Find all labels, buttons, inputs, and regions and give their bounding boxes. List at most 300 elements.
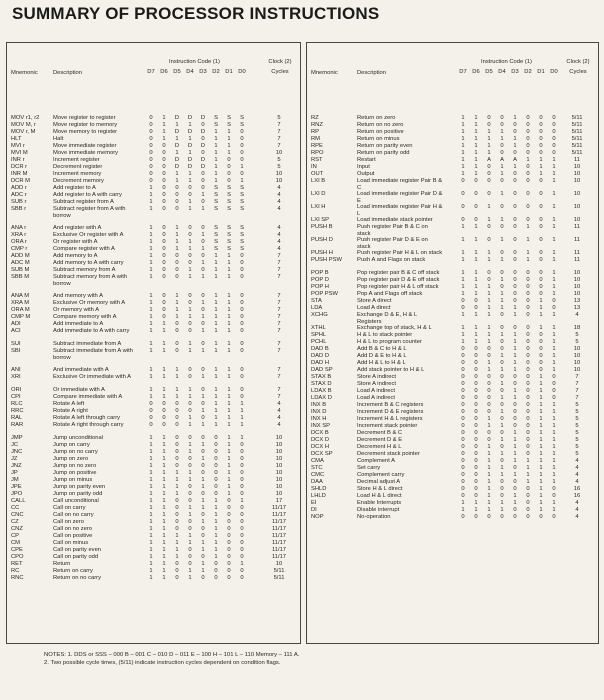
instruction-row — [307, 486, 598, 493]
code-bit: 1 — [461, 171, 465, 177]
code-bit: 1 — [526, 458, 530, 464]
code-bit: 0 — [227, 164, 231, 170]
code-bit: 0 — [201, 321, 205, 327]
description: Compare register with A — [53, 246, 115, 252]
code-bit: 1 — [175, 122, 179, 128]
instruction-row — [307, 416, 598, 423]
code-bit: 0 — [461, 388, 465, 394]
description: Add B & C to H & L — [357, 346, 407, 352]
description: Increment D & E registers — [357, 409, 424, 415]
code-bit: 1 — [227, 408, 231, 414]
code-bit: 1 — [539, 305, 543, 311]
code-bit: 0 — [526, 298, 530, 304]
code-bit: 0 — [526, 346, 530, 352]
code-bit: 1 — [500, 423, 504, 429]
code-bit: S — [227, 225, 231, 231]
code-bit: 0 — [461, 472, 465, 478]
code-bit: 1 — [175, 307, 179, 313]
instruction-row — [307, 409, 598, 416]
code-bit: 1 — [175, 171, 179, 177]
code-bit: 0 — [539, 277, 543, 283]
clock-cycles: 10 — [275, 463, 283, 469]
clock-cycles: 16 — [573, 486, 581, 492]
code-bit: D — [200, 115, 206, 121]
instruction-row — [307, 136, 598, 143]
clock-cycles: 4 — [575, 479, 579, 485]
code-bit: 1 — [149, 232, 153, 238]
clock-cycles: 7 — [575, 374, 579, 380]
code-bit: 0 — [487, 224, 491, 230]
clock-cycles: 10 — [573, 291, 581, 297]
code-bit: 0 — [513, 465, 517, 471]
code-bit: 0 — [513, 507, 517, 513]
code-bit: 0 — [552, 143, 556, 149]
code-bit: 0 — [240, 519, 244, 525]
description: No-operation — [357, 514, 391, 520]
description: Push register Pair D & E on stack — [357, 237, 428, 250]
code-bit: 1 — [539, 437, 543, 443]
code-bit: 1 — [474, 224, 478, 230]
code-bit: 0 — [175, 449, 179, 455]
code-bit: 1 — [487, 257, 491, 263]
code-bit: 0 — [162, 239, 166, 245]
clock-cycles: 11/17 — [271, 533, 287, 539]
code-bit: 0 — [487, 237, 491, 243]
instruction-row — [7, 401, 300, 408]
code-bit: 1 — [201, 442, 205, 448]
code-bit: 1 — [500, 507, 504, 513]
mnemonic: JMP — [11, 435, 23, 441]
code-bit: 1 — [461, 277, 465, 283]
code-bit: 1 — [214, 267, 218, 273]
code-bit: 1 — [461, 325, 465, 331]
code-bit: 0 — [162, 408, 166, 414]
clock-cycles: 10 — [573, 171, 581, 177]
mnemonic: RLC — [11, 401, 23, 407]
clock-cycles: 5/11 — [571, 122, 583, 128]
code-bit: 1 — [227, 491, 231, 497]
code-bit: 0 — [461, 416, 465, 422]
code-bit: 1 — [227, 136, 231, 142]
code-bit: 1 — [188, 178, 192, 184]
mnemonic: CPO — [11, 554, 24, 560]
mnemonic: LXI D — [311, 191, 326, 197]
code-bit: 0 — [539, 250, 543, 256]
instruction-row — [307, 458, 598, 465]
code-bit: 0 — [552, 395, 556, 401]
bit-header: D1 — [225, 69, 233, 75]
code-bit: 1 — [188, 122, 192, 128]
code-bit: 0 — [201, 415, 205, 421]
clock-cycles: 7 — [277, 267, 281, 273]
code-bit: 1 — [487, 360, 491, 366]
code-bit: 1 — [487, 143, 491, 149]
code-bit: 1 — [487, 486, 491, 492]
code-bit: 1 — [162, 367, 166, 373]
clock-cycles: 7 — [277, 300, 281, 306]
code-bit: 1 — [539, 430, 543, 436]
code-bit: 1 — [149, 547, 153, 553]
code-bit: 0 — [513, 129, 517, 135]
description: Move memory to register — [53, 129, 118, 135]
code-bit: 0 — [526, 507, 530, 513]
mnemonic: RPE — [311, 143, 323, 149]
code-bit: 0 — [162, 206, 166, 212]
mnemonic: ADD r — [11, 185, 27, 191]
code-bit: 0 — [487, 374, 491, 380]
code-bit: 1 — [149, 477, 153, 483]
description: Decrement register — [53, 164, 103, 170]
instruction-row — [307, 423, 598, 430]
instruction-row — [7, 341, 300, 348]
code-bit: 1 — [487, 217, 491, 223]
code-bit: S — [227, 115, 231, 121]
code-bit: 0 — [162, 314, 166, 320]
clock-cycles: 13 — [573, 298, 581, 304]
code-bit: 0 — [162, 157, 166, 163]
code-bit: 0 — [214, 568, 218, 574]
code-bit: 0 — [500, 178, 504, 184]
code-bit: 1 — [188, 449, 192, 455]
instruction-code-header: Instruction Code (1) — [169, 59, 220, 65]
code-bit: 1 — [214, 307, 218, 313]
code-bit: D — [174, 157, 180, 163]
code-bit: 1 — [227, 253, 231, 259]
code-bit: 1 — [162, 540, 166, 546]
description: Return on no carry — [53, 575, 102, 581]
clock-cycles: 10 — [573, 164, 581, 170]
code-bit: 0 — [526, 277, 530, 283]
clock-cycles: 7 — [277, 122, 281, 128]
code-bit: 1 — [201, 519, 205, 525]
mnemonic: ANA M — [11, 293, 30, 299]
code-bit: 0 — [526, 150, 530, 156]
code-bit: 1 — [162, 394, 166, 400]
code-bit: 0 — [201, 533, 205, 539]
clock-cycles: 4 — [575, 312, 579, 318]
code-bit: 0 — [175, 192, 179, 198]
code-bit: 0 — [240, 157, 244, 163]
instruction-row — [307, 143, 598, 150]
code-bit: 0 — [461, 353, 465, 359]
code-bit: 1 — [552, 479, 556, 485]
code-bit: 1 — [487, 444, 491, 450]
description: Call unconditional — [53, 498, 99, 504]
clock-cycles: 16 — [573, 493, 581, 499]
instruction-code-header: Instruction Code (1) — [481, 59, 532, 65]
bit-header: D7 — [459, 69, 467, 75]
clock-cycles: 7 — [277, 348, 281, 354]
mnemonic: POP B — [311, 270, 329, 276]
clock-cycles: 4 — [277, 422, 281, 428]
bit-header: D1 — [537, 69, 545, 75]
code-bit: 0 — [214, 484, 218, 490]
code-bit: 1 — [188, 394, 192, 400]
code-bit: 0 — [552, 115, 556, 121]
code-bit: 1 — [487, 291, 491, 297]
code-bit: 1 — [214, 171, 218, 177]
code-bit: 1 — [149, 321, 153, 327]
code-bit: 0 — [500, 479, 504, 485]
clock-cycles: 10 — [275, 561, 283, 567]
code-bit: 0 — [162, 192, 166, 198]
description: Return on zero — [357, 115, 396, 121]
instruction-row — [307, 465, 598, 472]
description: Pop register pair B & C off stack — [357, 270, 440, 276]
code-bit: 0 — [162, 246, 166, 252]
bit-header: D2 — [212, 69, 220, 75]
description: Add D & E to H & L — [357, 353, 407, 359]
instruction-row — [7, 394, 300, 401]
description: Increment H & L registers — [357, 416, 423, 422]
description: Call on positive — [53, 533, 93, 539]
code-bit: 1 — [500, 409, 504, 415]
code-bit: 1 — [227, 129, 231, 135]
code-bit: 0 — [474, 305, 478, 311]
description: Load immediate register Pair D & E — [357, 191, 443, 204]
code-bit: 1 — [201, 540, 205, 546]
instruction-row — [7, 274, 300, 287]
code-bit: 0 — [214, 463, 218, 469]
code-bit: 1 — [474, 500, 478, 506]
code-bit: 0 — [539, 237, 543, 243]
code-bit: 1 — [487, 250, 491, 256]
code-bit: 0 — [240, 321, 244, 327]
clock-cycles: 10 — [275, 442, 283, 448]
code-bit: 1 — [175, 367, 179, 373]
code-bit: 0 — [149, 150, 153, 156]
code-bit: S — [214, 225, 218, 231]
code-bit: 0 — [214, 442, 218, 448]
clock-cycles: 4 — [575, 507, 579, 513]
code-bit: S — [214, 115, 218, 121]
instruction-row — [307, 360, 598, 367]
instruction-row — [307, 346, 598, 353]
code-bit: 1 — [188, 415, 192, 421]
code-bit: 1 — [461, 500, 465, 506]
code-bit: 0 — [175, 185, 179, 191]
code-bit: 1 — [474, 291, 478, 297]
instruction-row — [7, 374, 300, 381]
code-bit: 0 — [526, 374, 530, 380]
description: Subtract register from A with borrow — [53, 206, 126, 219]
code-bit: 1 — [149, 185, 153, 191]
bit-header: D4 — [498, 69, 506, 75]
code-bit: 1 — [552, 500, 556, 506]
code-bit: 0 — [227, 157, 231, 163]
code-bit: 1 — [162, 575, 166, 581]
description: Compare memory with A — [53, 314, 117, 320]
clock-cycles: 7 — [277, 307, 281, 313]
code-bit: 1 — [214, 341, 218, 347]
code-bit: 1 — [500, 217, 504, 223]
instruction-rows — [307, 115, 598, 521]
code-bit: 1 — [487, 129, 491, 135]
code-bit: 0 — [539, 224, 543, 230]
code-bit: 0 — [513, 171, 517, 177]
code-bit: 0 — [526, 129, 530, 135]
description: Jump on parity odd — [53, 491, 103, 497]
description: Return — [53, 561, 71, 567]
code-bit: 0 — [552, 374, 556, 380]
code-bit: 0 — [474, 437, 478, 443]
cycles-header: Cycles — [271, 69, 289, 75]
description: Call on no carry — [53, 512, 94, 518]
instruction-row — [307, 388, 598, 395]
description: Pop register pair H & L off stack — [357, 284, 439, 290]
code-bit: 0 — [500, 486, 504, 492]
clock-cycles: 4 — [575, 500, 579, 506]
code-bit: 1 — [162, 387, 166, 393]
code-bit: 0 — [526, 171, 530, 177]
code-bit: 0 — [149, 157, 153, 163]
code-bit: 1 — [214, 253, 218, 259]
code-bit: 1 — [552, 423, 556, 429]
code-bit: 1 — [487, 284, 491, 290]
left-instruction-table — [6, 42, 301, 644]
code-bit: 0 — [474, 395, 478, 401]
code-bit: 1 — [214, 512, 218, 518]
code-bit: D — [187, 164, 193, 170]
clock-cycles: 10 — [275, 171, 283, 177]
code-bit: 0 — [175, 260, 179, 266]
code-bit: 0 — [539, 178, 543, 184]
code-bit: 1 — [552, 437, 556, 443]
code-bit: 1 — [552, 451, 556, 457]
code-bit: 0 — [149, 129, 153, 135]
mnemonic: PUSH B — [311, 224, 333, 230]
description-header: Description — [53, 70, 82, 76]
instruction-row — [307, 472, 598, 479]
code-bit: 0 — [201, 435, 205, 441]
code-bit: 0 — [175, 519, 179, 525]
code-bit: 1 — [500, 136, 504, 142]
mnemonic: MOV r, M — [11, 129, 36, 135]
clock-cycles: 10 — [573, 178, 581, 184]
clock-cycles: 4 — [277, 199, 281, 205]
code-bit: 0 — [162, 232, 166, 238]
code-bit: 0 — [474, 367, 478, 373]
mnemonic-header: Mnemonic — [311, 70, 338, 76]
code-bit: 1 — [162, 122, 166, 128]
instruction-row — [307, 332, 598, 339]
code-bit: 1 — [526, 257, 530, 263]
code-bit: S — [240, 239, 244, 245]
code-bit: 1 — [240, 401, 244, 407]
code-bit: 1 — [474, 157, 478, 163]
clock-cycles: 4 — [575, 465, 579, 471]
code-bit: 1 — [513, 305, 517, 311]
clock-cycles: 5 — [277, 157, 281, 163]
code-bit: 1 — [188, 422, 192, 428]
code-bit: 0 — [175, 253, 179, 259]
instruction-row — [7, 171, 300, 178]
code-bit: 1 — [474, 150, 478, 156]
instruction-row — [7, 206, 300, 219]
description: Move register to memory — [53, 122, 118, 128]
code-bit: 1 — [227, 267, 231, 273]
mnemonic: LXI SP — [311, 217, 330, 223]
code-bit: 1 — [149, 491, 153, 497]
code-bit: 0 — [240, 547, 244, 553]
code-bit: 0 — [227, 171, 231, 177]
code-bit: 0 — [201, 512, 205, 518]
code-bit: 1 — [500, 472, 504, 478]
bit-header: D3 — [511, 69, 519, 75]
code-bit: 0 — [474, 178, 478, 184]
code-bit: 0 — [474, 409, 478, 415]
instruction-row — [7, 178, 300, 185]
instruction-row — [7, 512, 300, 519]
code-bit: 1 — [461, 339, 465, 345]
code-bit: 1 — [214, 374, 218, 380]
instruction-row — [7, 115, 300, 122]
code-bit: 1 — [552, 465, 556, 471]
instruction-row — [307, 479, 598, 486]
clock-cycles: 5 — [575, 332, 579, 338]
right-instruction-table — [306, 42, 599, 644]
code-bit: D — [187, 157, 193, 163]
code-bit: 1 — [149, 435, 153, 441]
code-bit: 1 — [175, 239, 179, 245]
clock-cycles: 4 — [277, 415, 281, 421]
clock-header: Clock (2) — [268, 59, 292, 65]
code-bit: 1 — [539, 486, 543, 492]
code-bit: D — [174, 115, 180, 121]
clock-header: Clock (2) — [566, 59, 590, 65]
code-bit: 1 — [188, 442, 192, 448]
code-bit: 1 — [552, 430, 556, 436]
code-bit: 1 — [487, 367, 491, 373]
code-bit: 0 — [539, 284, 543, 290]
code-bit: 1 — [175, 150, 179, 156]
mnemonic: ANA r — [11, 225, 27, 231]
instruction-row — [307, 224, 598, 237]
code-bit: 0 — [175, 274, 179, 280]
code-bit: 1 — [552, 409, 556, 415]
code-bit: 1 — [487, 458, 491, 464]
instruction-row — [307, 129, 598, 136]
code-bit: 0 — [240, 143, 244, 149]
code-bit: S — [240, 115, 244, 121]
code-bit: 0 — [188, 260, 192, 266]
clock-cycles: 7 — [277, 274, 281, 280]
mnemonic: INX SP — [311, 423, 331, 429]
mnemonic: SHLD — [311, 486, 327, 492]
code-bit: 0 — [500, 346, 504, 352]
code-bit: 0 — [474, 416, 478, 422]
code-bit: 1 — [500, 191, 504, 197]
clock-cycles: 5/11 — [571, 129, 583, 135]
code-bit: 1 — [552, 360, 556, 366]
mnemonic: ADD M — [11, 253, 30, 259]
mnemonic: CP — [11, 533, 20, 539]
code-bit: 1 — [201, 568, 205, 574]
clock-cycles: 5 — [575, 437, 579, 443]
instruction-row — [307, 217, 598, 224]
code-bit: 0 — [526, 381, 530, 387]
mnemonic: LHLD — [311, 493, 326, 499]
code-bit: 1 — [188, 470, 192, 476]
mnemonic: JNC — [11, 449, 23, 455]
description: Load immediate register Pair B & C — [357, 178, 443, 191]
description: Jump on zero — [53, 456, 89, 462]
code-bit: 0 — [175, 505, 179, 511]
code-bit: 0 — [539, 360, 543, 366]
code-bit: 1 — [552, 191, 556, 197]
mnemonic: MOV r1, r2 — [11, 115, 40, 121]
code-bit: 0 — [201, 267, 205, 273]
